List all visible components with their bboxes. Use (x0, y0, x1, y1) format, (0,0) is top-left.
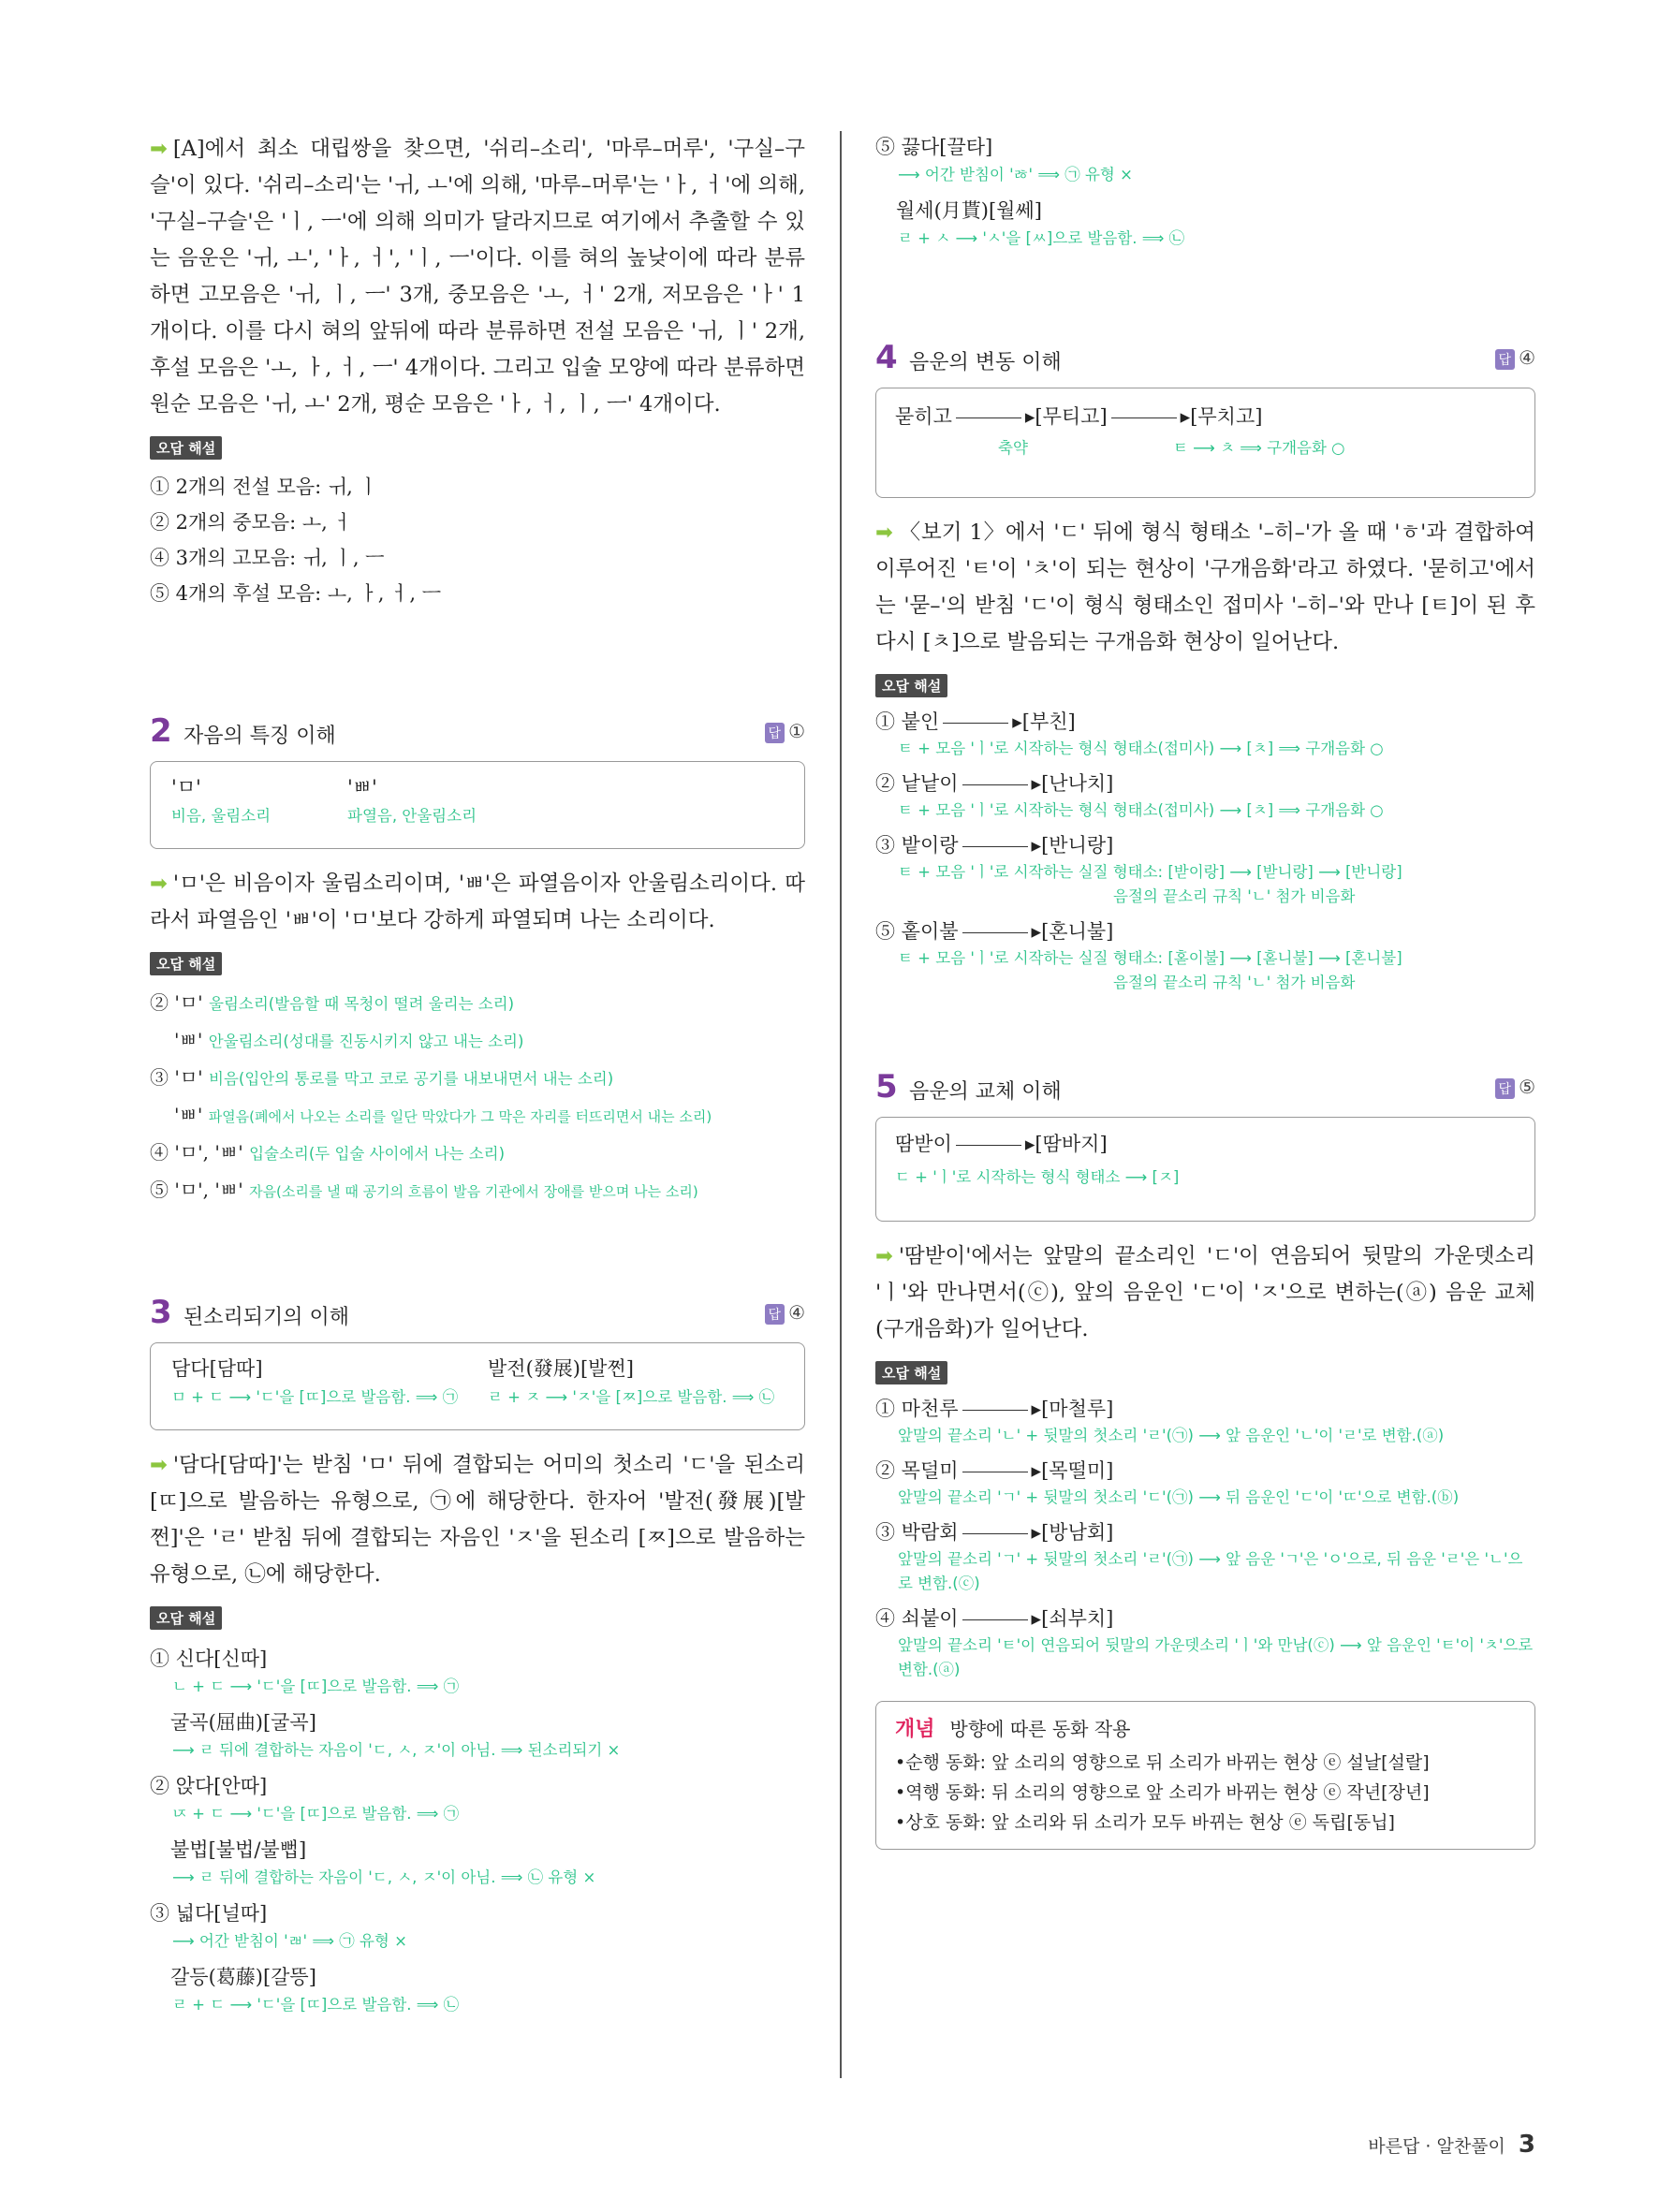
answer-badge: 답 (1495, 349, 1516, 370)
wrong-item: 불법[불법/불뻡] (170, 1838, 307, 1861)
page-number: 3 (1518, 2131, 1535, 2159)
handwritten-note: 비음(입안의 통로를 막고 코로 공기를 내보내면서 내는 소리) (209, 1070, 614, 1088)
arrow-icon: ➡ (150, 137, 168, 161)
summary-box (875, 388, 1535, 498)
concept-badge: 개념 (895, 1718, 935, 1741)
wrong-item: 갈등(葛藤)[갈뜽] (170, 1966, 316, 1988)
wrong-answer-tag: 오답 해설 (150, 436, 222, 460)
arrow-icon: ➡ (875, 520, 893, 545)
handwritten-note: ㅌ + 모음 'ㅣ'로 시작하는 실질 형태소: [혿이불] ⟶ [혿니불] ⟶ [혼니불] (898, 949, 1402, 967)
section-4-wrong-list: ① 붙인 ▸[부친] ㅌ + 모음 'ㅣ'로 시작하는 형식 형태소(접미사) ⟶ [ㅊ] ⟹ 구개음화 ○ ② 낱낱이 ▸[난나치] ㅌ + 모음 'ㅣ'로 시작하는 형식 형태소(접미사) ⟶ [ㅊ] ⟹ 구개음화 ○ ③ 밭이랑 ▸[반니랑] ㅌ + 모음 'ㅣ'로 시작하는 실질 형태소: [받이랑] ⟶ [받니랑] ⟶ [반니랑] 음절의 끝소리 규칙 'ㄴ' 첨가 비음화 ⑤ 홑이불 ▸[혼니불] ㅌ + 모음 'ㅣ'로 시작하는 실질 형태소: [혿이불] ⟶ [혿니불] ⟶ [혼니불] 음절의 끝소리 규칙 'ㄴ' 첨가 비음화 (875, 707, 1535, 995)
wrong-answer-tag: 오답 해설 (150, 1606, 222, 1630)
arrow-line (962, 1533, 1028, 1534)
handwritten-note: 음절의 끝소리 규칙 'ㄴ' 첨가 비음화 (1113, 974, 1356, 991)
handwritten-note: 축약 (998, 439, 1028, 457)
arrow-icon: ➡ (875, 1244, 893, 1268)
handwritten-note: ⟶ 어간 받침이 'ㅀ' ⟹ ㉠ 유형 × (898, 166, 1133, 183)
summary-box: 땀받이 ▸[땀바지] ㄷ + 'ㅣ'로 시작하는 형식 형태소 ⟶ [ㅈ] (875, 1117, 1535, 1222)
arrow-line (962, 1619, 1028, 1620)
handwritten-note: 앞말의 끝소리 'ㄴ' + 뒷말의 첫소리 'ㄹ'(㉠) ⟶ 앞 음운인 'ㄴ'이 'ㄹ'로 변함.(ⓐ) (898, 1427, 1445, 1444)
wrong-item: ① 2개의 전설 모음: ㅟ, ㅣ (150, 476, 378, 498)
handwritten-note: ㄷ + 'ㅣ'로 시작하는 형식 형태소 ⟶ [ㅈ] (895, 1168, 1180, 1186)
handwritten-note: ⟶ ㄹ 뒤에 결합하는 자음이 'ㄷ, ㅅ, ㅈ'이 아님. ⟹ 된소리되기 × (172, 1741, 621, 1759)
answer-badge: 답 (1495, 1078, 1516, 1099)
wrong-answer-tag: 오답 해설 (875, 674, 947, 697)
arrow-icon: ➡ (150, 872, 168, 896)
box-term: 발전(發展)[발쩐] (488, 1357, 634, 1380)
sound-change-flow: 묻히고 ▸[무티고] ▸[무치고] (895, 405, 1263, 428)
handwritten-note: 앞말의 끝소리 'ㄱ' + 뒷말의 첫소리 'ㄹ'(㉠) ⟶ 앞 음운 'ㄱ'은 'ㅇ'으로, 뒤 음운 'ㄹ'은 'ㄴ'으로 변함.(ⓒ) (898, 1550, 1523, 1592)
handwritten-note: ㄵ + ㄷ ⟶ 'ㄷ'을 [ㄸ]으로 발음함. ⟹ ㉠ (172, 1805, 460, 1823)
wrong-item: ② 2개의 중모음: ㅗ, ㅓ (150, 511, 353, 534)
wrong-item: ③ 넓다[널따] (150, 1902, 268, 1925)
section-title: 자음의 특징 이해 (184, 725, 336, 748)
column-divider (840, 131, 842, 2078)
answer-label: 답 ① (765, 720, 805, 743)
wrong-item: 굴곡(屈曲)[굴곡] (170, 1711, 316, 1734)
arrow-line (1111, 417, 1177, 418)
wrong-item: ① 신다[신따] (150, 1648, 268, 1670)
section-5-explanation: ➡ '땀받이'에서는 앞말의 끝소리인 'ㄷ'이 연음되어 뒷말의 가운뎃소리 'ㅣ'와 만나면서(ⓒ), 앞의 음운인 'ㄷ'이 'ㅈ'으로 변하는(ⓐ) 음운 교체(구개음화)가 일어난다. (875, 1244, 1535, 1341)
arrow-line (943, 723, 1008, 724)
page-footer (1368, 2131, 1535, 2159)
handwritten-note: ㅁ + ㄷ ⟶ 'ㄷ'을 [ㄸ]으로 발음함. ⟹ ㉠ (171, 1388, 459, 1406)
handwritten-note: 자음(소리를 낼 때 공기의 흐름이 발음 기관에서 장애를 받으며 나는 소리) (249, 1183, 698, 1200)
box-term: 'ㅁ' (171, 776, 201, 798)
right-column (875, 131, 1535, 1850)
handwritten-note: 안울림소리(성대를 진동시키지 않고 내는 소리) (208, 1033, 524, 1050)
handwritten-note: ㅌ + 모음 'ㅣ'로 시작하는 형식 형태소(접미사) ⟶ [ㅊ] ⟹ 구개음화 ○ (898, 801, 1384, 819)
handwritten-note: ㅌ + 모음 'ㅣ'로 시작하는 형식 형태소(접미사) ⟶ [ㅊ] ⟹ 구개음화 ○ (898, 740, 1384, 757)
arrow-line (962, 932, 1028, 933)
handwritten-note: 울림소리(발음할 때 목청이 떨려 울리는 소리) (209, 995, 515, 1013)
footer-label: 바른답 · 알찬풀이 (1368, 2136, 1505, 2157)
wrong-item: ⑤ 끓다[끌타] (875, 136, 993, 158)
concept-title: 방향에 따른 동화 작용 (949, 1718, 1131, 1740)
arrow-icon: ➡ (150, 1453, 168, 1477)
handwritten-note: ⟶ 어간 받침이 'ㄼ' ⟹ ㉠ 유형 × (172, 1932, 407, 1950)
section-header-4 (875, 339, 1535, 380)
section-4-explanation: ➡ 〈보기 1〉에서 'ㄷ' 뒤에 형식 형태소 '–히–'가 올 때 'ㅎ'과 결합하여 이루어진 'ㅌ'이 'ㅊ'이 되는 현상이 '구개음화'라고 하였다. '묻히고'에서는 '묻–'의 받침 'ㄷ'이 형식 형태소인 접미사 '–히–'와 만나 [ㅌ]이 된 후 다시 [ㅊ]으로 발음되는 구개음화 현상이 일어난다. (875, 520, 1535, 654)
concept-line: •상호 동화: 앞 소리와 뒤 소리가 모두 바뀌는 현상 ⓔ 독립[동닙] (895, 1812, 1395, 1833)
handwritten-note: ⟶ ㄹ 뒤에 결합하는 자음이 'ㄷ, ㅅ, ㅈ'이 아님. ⟹ ㉡ 유형 × (172, 1868, 596, 1886)
section-2-wrong-list: ② 'ㅁ' 울림소리(발음할 때 목청이 떨려 울리는 소리) 'ㅃ' 안울림소리(성대를 진동시키지 않고 내는 소리) ③ 'ㅁ' 비음(입안의 통로를 막고 코로 공기를 내보내면서 내는 소리) 'ㅃ' 파열음(폐에서 나오는 소리를 일단 막았다가 그 막은 자리를 터뜨리면서 내는 소리) ④ 'ㅁ', 'ㅃ' 입술소리(두 입술 사이에서 나는 소리) ⑤ 'ㅁ', 'ㅃ' 자음(소리를 낼 때 공기의 흐름이 발음 기관에서 장애를 받으며 나는 소리) (150, 991, 712, 1201)
handwritten-note: ㅌ ⟶ ㅊ ⟹ 구개음화 ○ (1172, 439, 1345, 457)
wrong-answer-tag: 오답 해설 (150, 952, 222, 975)
section-number: 3 (150, 1294, 172, 1331)
handwritten-note: 앞말의 끝소리 'ㅌ'이 연음되어 뒷말의 가운뎃소리 'ㅣ'와 만남(ⓒ) ⟶ 앞 음운인 'ㅌ'이 'ㅊ'으로 변함.(ⓐ) (898, 1636, 1534, 1678)
box-term: 'ㅃ' (347, 776, 377, 798)
answer-badge: 답 (765, 1304, 785, 1325)
wrong-item: ④ 3개의 고모음: ㅟ, ㅣ, ㅡ (150, 547, 385, 569)
answer-badge: 답 (765, 723, 785, 743)
section-2-explanation: ➡ 'ㅁ'은 비음이자 울림소리이며, 'ㅃ'은 파열음이자 안울림소리이다. 따라서 파열음인 'ㅃ'이 'ㅁ'보다 강하게 파열되며 나는 소리이다. (150, 872, 805, 932)
arrow-line (956, 417, 1021, 418)
answer-label: 답 ④ (1495, 346, 1535, 370)
handwritten-note: 입술소리(두 입술 사이에서 나는 소리) (249, 1145, 506, 1163)
section-header-3 (150, 1294, 805, 1335)
concept-line: •순행 동화: 앞 소리의 영향으로 뒤 소리가 바뀌는 현상 ⓔ 설날[설랄] (895, 1752, 1430, 1773)
wrong-item: ② 앉다[안따] (150, 1775, 268, 1797)
handwritten-note: 앞말의 끝소리 'ㄱ' + 뒷말의 첫소리 'ㄷ'(㉠) ⟶ 뒤 음운인 'ㄷ'이 'ㄸ'으로 변함.(ⓑ) (898, 1488, 1460, 1506)
section-5-wrong-list: ① 마천루 ▸[마철루] 앞말의 끝소리 'ㄴ' + 뒷말의 첫소리 'ㄹ'(㉠) ⟶ 앞 음운인 'ㄴ'이 'ㄹ'로 변함.(ⓐ) ② 목덜미 ▸[목떨미] 앞말의 끝소리 'ㄱ' + 뒷말의 첫소리 'ㄷ'(㉠) ⟶ 뒤 음운인 'ㄷ'이 'ㄸ'으로 변함.(ⓑ) ③ 박람회 ▸[방남회] 앞말의 끝소리 'ㄱ' + 뒷말의 첫소리 'ㄹ'(㉠) ⟶ 앞 음운 'ㄱ'은 'ㅇ'으로, 뒤 음운 'ㄹ'은 'ㄴ'으로 변함.(ⓒ) ④ 쇠붙이 ▸[쇠부치] 앞말의 끝소리 'ㅌ'이 연음되어 뒷말의 가운뎃소리 'ㅣ'와 만남(ⓒ) ⟶ 앞 음운인 'ㅌ'이 'ㅊ'으로 변함.(ⓐ) (875, 1394, 1535, 1682)
answer-label: 답 ④ (765, 1301, 805, 1325)
arrow-line (962, 1410, 1028, 1411)
handwritten-note: ㄹ + ㅈ ⟶ 'ㅈ'을 [ㅉ]으로 발음함. ⟹ ㉡ (488, 1388, 775, 1406)
summary-box (150, 761, 805, 849)
answer-label: 답 ⑤ (1495, 1076, 1535, 1099)
section-title: 음운의 교체 이해 (909, 1080, 1062, 1104)
section-title: 된소리되기의 이해 (184, 1306, 350, 1329)
section-number: 2 (150, 712, 172, 750)
handwritten-note: ㄹ + ㅅ ⟶ 'ㅅ'을 [ㅆ]으로 발음함. ⟹ ㉡ (898, 229, 1185, 247)
handwritten-note: 비음, 울림소리 (171, 807, 272, 825)
section-number: 4 (875, 339, 898, 376)
arrow-line (962, 846, 1028, 847)
handwritten-note: ㄹ + ㄷ ⟶ 'ㄷ'을 [ㄸ]으로 발음함. ⟹ ㉡ (172, 1996, 460, 2014)
concept-box (875, 1701, 1535, 1850)
section-3-wrong-list (150, 1643, 805, 2017)
section-header-2 (150, 712, 805, 754)
handwritten-note: ㄴ + ㄷ ⟶ 'ㄷ'을 [ㄸ]으로 발음함. ⟹ ㉠ (172, 1677, 460, 1695)
handwritten-note: ㅌ + 모음 'ㅣ'로 시작하는 실질 형태소: [받이랑] ⟶ [받니랑] ⟶ [반니랑] (898, 863, 1402, 881)
arrow-line (962, 784, 1028, 785)
concept-line: •역행 동화: 뒤 소리의 영향으로 앞 소리가 바뀌는 현상 ⓔ 작년[장년] (895, 1782, 1430, 1803)
wrong-answer-tag: 오답 해설 (875, 1361, 947, 1384)
section-title: 음운의 변동 이해 (909, 351, 1062, 374)
handwritten-note: 파열음(폐에서 나오는 소리를 일단 막았다가 그 막은 자리를 터뜨리면서 내는 소리) (208, 1108, 712, 1125)
box-term: 담다[담따] (171, 1357, 263, 1380)
wrong-item: 월세(月貰)[월쎄] (896, 199, 1042, 222)
handwritten-note: 음절의 끝소리 규칙 'ㄴ' 첨가 비음화 (1113, 887, 1356, 905)
summary-box (150, 1342, 805, 1430)
arrow-line (956, 1145, 1021, 1146)
section-header-5 (875, 1068, 1535, 1109)
wrong-item: ⑤ 4개의 후설 모음: ㅗ, ㅏ, ㅓ, ㅡ (150, 582, 442, 605)
handwritten-note: 파열음, 안울림소리 (347, 807, 477, 825)
left-column (150, 131, 805, 2025)
section-3-explanation: ➡ '담다[담따]'는 받침 'ㅁ' 뒤에 결합되는 어미의 첫소리 'ㄷ'을 된소리 [ㄸ]으로 발음하는 유형으로, ㉠에 해당한다. 한자어 '발전(發展)[발쩐]'은 'ㄹ' 받침 뒤에 결합되는 자음인 'ㅈ'을 된소리 [ㅉ]으로 발음하는 유형으로, ㉡에 해당한다. (150, 1453, 805, 1587)
section-number: 5 (875, 1068, 898, 1106)
intro-explanation: ➡ [A]에서 최소 대립쌍을 찾으면, '쉬리–소리', '마루–머루', '구실–구슬'이 있다. '쉬리–소리'는 'ㅟ, ㅗ'에 의해, '마루–머루'는 'ㅏ, ㅓ'에 의해, '구실–구슬'은 'ㅣ, ㅡ'에 의해 의미가 달라지므로 여기에서 추출할 수 있는 음운은 'ㅟ, ㅗ', 'ㅏ, ㅓ', 'ㅣ, ㅡ'이다. 이를 혀의 높낮이에 따라 분류하면 고모음은 'ㅟ, ㅣ, ㅡ' 3개, 중모음은 'ㅗ, ㅓ' 2개, 저모음은 'ㅏ' 1개이다. 이를 다시 혀의 앞뒤에 따라 분류하면 전설 모음은 'ㅟ, ㅣ' 2개, 후설 모음은 'ㅗ, ㅏ, ㅓ, ㅡ' 4개이다. 그리고 입술 모양에 따라 분류하면 원순 모음은 'ㅟ, ㅗ' 2개, 평순 모음은 'ㅏ, ㅓ, ㅣ, ㅡ' 4개이다. (150, 137, 805, 417)
